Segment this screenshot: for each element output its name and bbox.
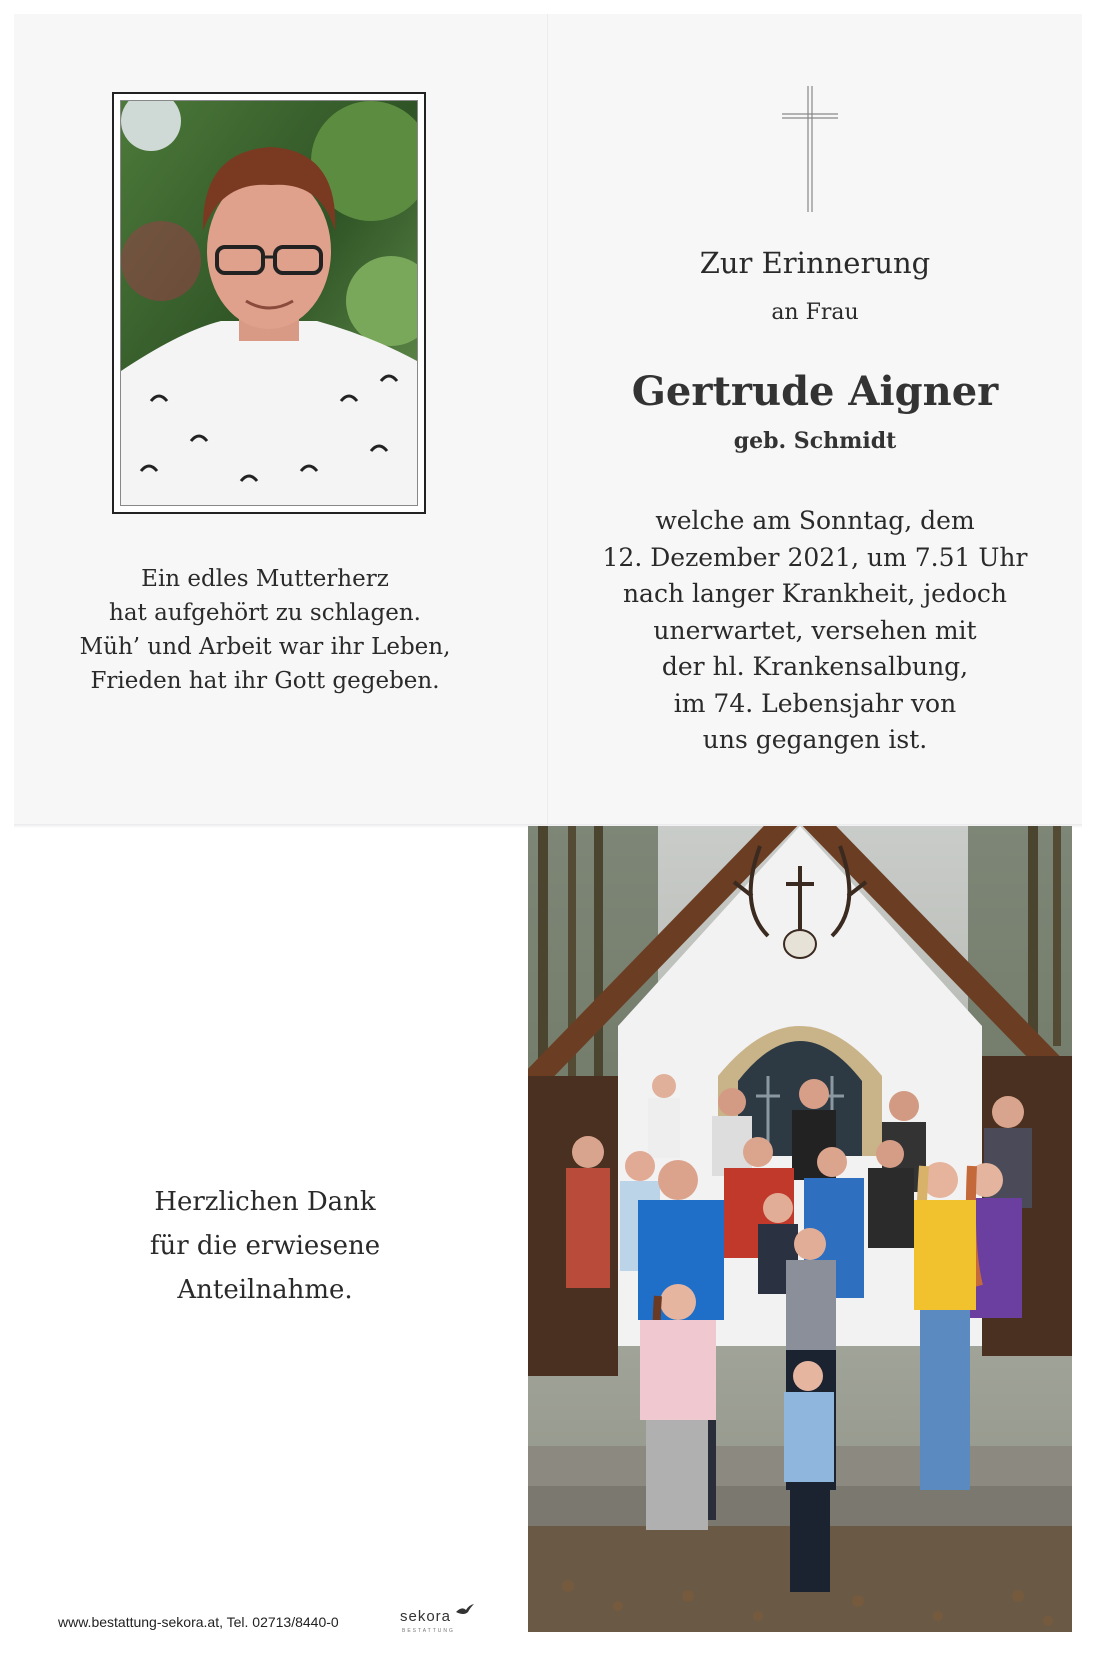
heading: Zur Erinnerung: [699, 246, 931, 280]
thanks-line: für die erwiesene: [149, 1231, 381, 1261]
verse-line: Frieden hat ihr Gott gegeben.: [90, 668, 440, 694]
notice-line: nach langer Krankheit, jedoch: [622, 579, 1008, 608]
verse-line: Müh’ und Arbeit war ihr Leben,: [79, 634, 451, 660]
family-photo: [528, 826, 1072, 1632]
notice-line: der hl. Krankensalbung,: [661, 652, 969, 681]
sekora-logo-sub: BESTATTUNG: [402, 1628, 455, 1634]
notice-line: uns gegangen ist.: [702, 725, 928, 754]
bird-icon: [456, 1604, 474, 1616]
memorial-verse: [70, 562, 460, 698]
portrait-photo: [120, 100, 418, 506]
cross-icon: [782, 86, 838, 212]
thanks-line: Anteilnahme.: [177, 1275, 353, 1305]
deceased-name: Gertrude Aigner: [631, 368, 999, 415]
notice-line: unerwartet, versehen mit: [653, 615, 977, 645]
notice-line: 12. Dezember 2021, um 7.51 Uhr: [602, 542, 1028, 572]
notice-line: im 74. Lebensjahr von: [673, 688, 957, 718]
verse-line: hat aufgehört zu schlagen.: [109, 600, 421, 626]
thanks-message: [110, 1180, 420, 1312]
footer-contact: www.bestattung-sekora.at, Tel. 02713/8440-0: [58, 1614, 339, 1630]
portrait-photo-frame: [112, 92, 426, 514]
notice-line: welche am Sonntag, dem: [655, 506, 975, 535]
death-notice-text: [580, 503, 1050, 759]
verse-line: Ein edles Mutterherz: [141, 566, 389, 592]
fold-line: [547, 14, 548, 826]
salutation: an Frau: [771, 300, 859, 325]
maiden-name: geb. Schmidt: [733, 428, 897, 454]
thanks-line: Herzlichen Dank: [154, 1187, 376, 1217]
sekora-logo: sekora: [400, 1608, 452, 1625]
